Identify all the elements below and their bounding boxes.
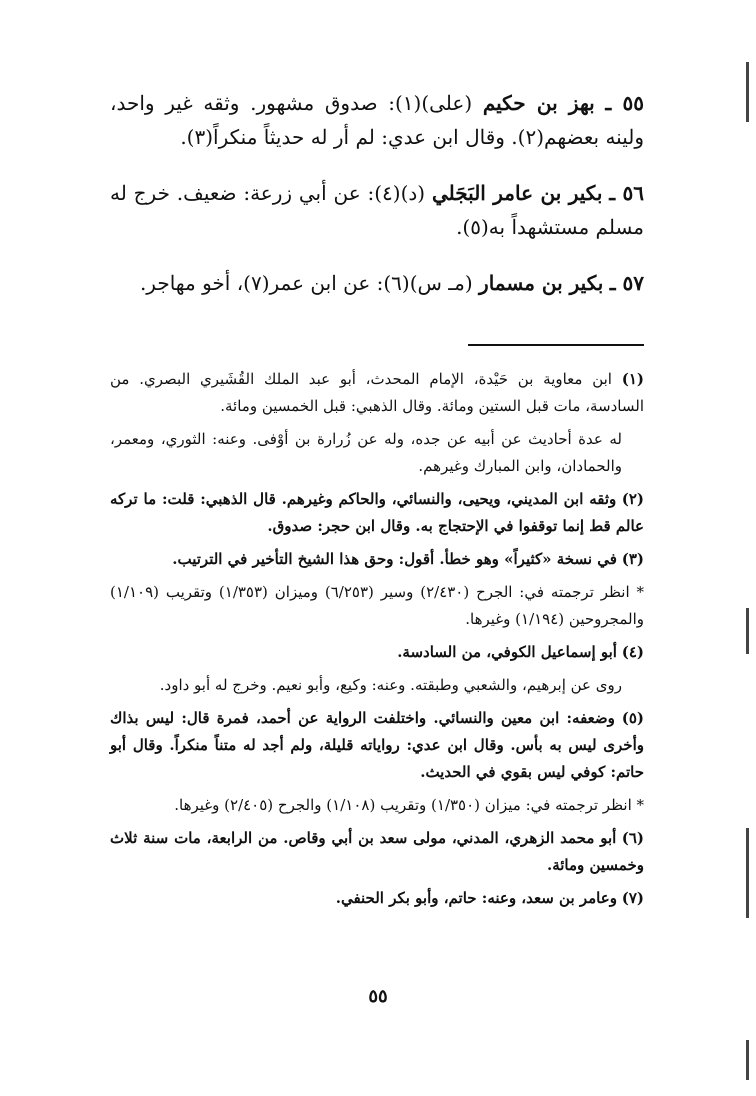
entry-55 [110, 86, 644, 154]
entry-text: (على)(١): صدوق مشهور. وثقه غير واحد، ولينه بعضهم(٢). وقال ابن عدي: لم أر له حديثاً منكراً(٣). [110, 91, 644, 149]
entry-number: ٥٦ ـ [609, 181, 645, 205]
footnote-3-refs [110, 579, 644, 633]
footnote-2 [110, 486, 644, 540]
footnote-text: وثقه ابن المديني، ويحيى، والنسائي، والحاكم وغيرهم. قال الذهبي: قلت: ما تركه عالم قط إنما توقفوا في الإحتجاج به. وقال ابن حجر: صدوق. [110, 490, 644, 535]
footnote-text: أبو إسماعيل الكوفي، من السادسة. [397, 643, 617, 661]
entry-name: بهز بن حكيم [482, 91, 595, 115]
entry-name: بكير بن مسمار [479, 271, 604, 295]
footnote-3 [110, 546, 644, 573]
footnote-text: وضعفه: ابن معين والنسائي. واختلفت الرواية عن أحمد، فمرة قال: ليس بذاك وأخرى ليس به بأس. وقال ابن عدي: رواياته قليلة، ولم أجد له متناً منكراً. وقال أبو حاتم: كوفي ليس بقوي في الحديث. [110, 709, 644, 781]
footnote-label: (٤) [621, 643, 644, 661]
footnote-5-refs [110, 792, 644, 819]
footnote-separator [468, 344, 644, 346]
scan-edge-mark [746, 62, 749, 122]
entry-number: ٥٧ ـ [609, 271, 644, 295]
footnotes [110, 366, 644, 918]
entry-57 [110, 266, 644, 300]
scan-edge-mark [746, 1040, 749, 1080]
scan-edge-mark [746, 608, 749, 654]
footnote-text: وعامر بن سعد، وعنه: حاتم، وأبو بكر الحنفي. [335, 889, 617, 907]
footnote-label: (٧) [621, 889, 644, 907]
footnote-5 [110, 705, 644, 786]
footnote-references: * انظر ترجمته في: الجرح (٢/٤٣٠) وسير (٦/٢٥٣) وميزان (١/٣٥٣) وتقريب (١/١٠٩) والمجروحين (١/١٩٤) وغيرها. [110, 583, 645, 628]
entry-name: بكير بن عامر البَجَلي [431, 181, 603, 205]
footnote-text: روى عن إبرهيم، والشعبي وطبقته. وعنه: وكيع، وأبو نعيم. وخرج له أبو داود. [159, 676, 622, 694]
footnote-4 [110, 639, 644, 666]
footnote-1-cont [110, 426, 644, 480]
footnote-6 [110, 825, 644, 879]
footnote-label: (٣) [621, 550, 644, 568]
footnote-label: (٥) [621, 709, 644, 727]
footnote-label: (١) [621, 370, 644, 388]
entry-number: ٥٥ ـ [605, 91, 645, 115]
entry-56 [110, 176, 644, 244]
scan-edge-mark [746, 828, 749, 918]
footnote-7 [110, 885, 644, 912]
footnote-label: (٦) [621, 829, 644, 847]
footnote-label: (٢) [621, 490, 644, 508]
entry-text: (د)(٤): عن أبي زرعة: ضعيف. خرج له مسلم مستشهداً به(٥). [110, 181, 644, 239]
footnote-text: أبو محمد الزهري، المدني، مولى سعد بن أبي وقاص. من الرابعة، مات سنة ثلاث وخمسين ومائة. [110, 829, 644, 874]
footnote-references: * انظر ترجمته في: ميزان (١/٣٥٠) وتقريب (١/١٠٨) والجرح (٢/٤٠٥) وغيرها. [174, 796, 644, 814]
footnote-text: له عدة أحاديث عن أبيه عن جده، وله عن زُرارة بن أوْفى. وعنه: الثوري، ومعمر، والحمادان، وابن المبارك وغيرهم. [110, 430, 622, 475]
footnote-1 [110, 366, 644, 420]
footnote-4-cont [110, 672, 644, 699]
footnote-text: في نسخة «كثيراً» وهو خطأ. أقول: وحق هذا الشيخ التأخير في الترتيب. [172, 550, 617, 568]
footnote-text: ابن معاوية بن حَيْدة، الإمام المحدث، أبو عبد الملك القُشَيري البصري. من السادسة، مات قبل الستين ومائة. وقال الذهبي: قبل الخمسين ومائة. [110, 370, 644, 415]
page-number: ٥٥ [368, 986, 388, 1007]
entry-text: (مـ س)(٦): عن ابن عمر(٧)، أخو مهاجر. [139, 271, 473, 295]
main-entries [110, 86, 644, 322]
